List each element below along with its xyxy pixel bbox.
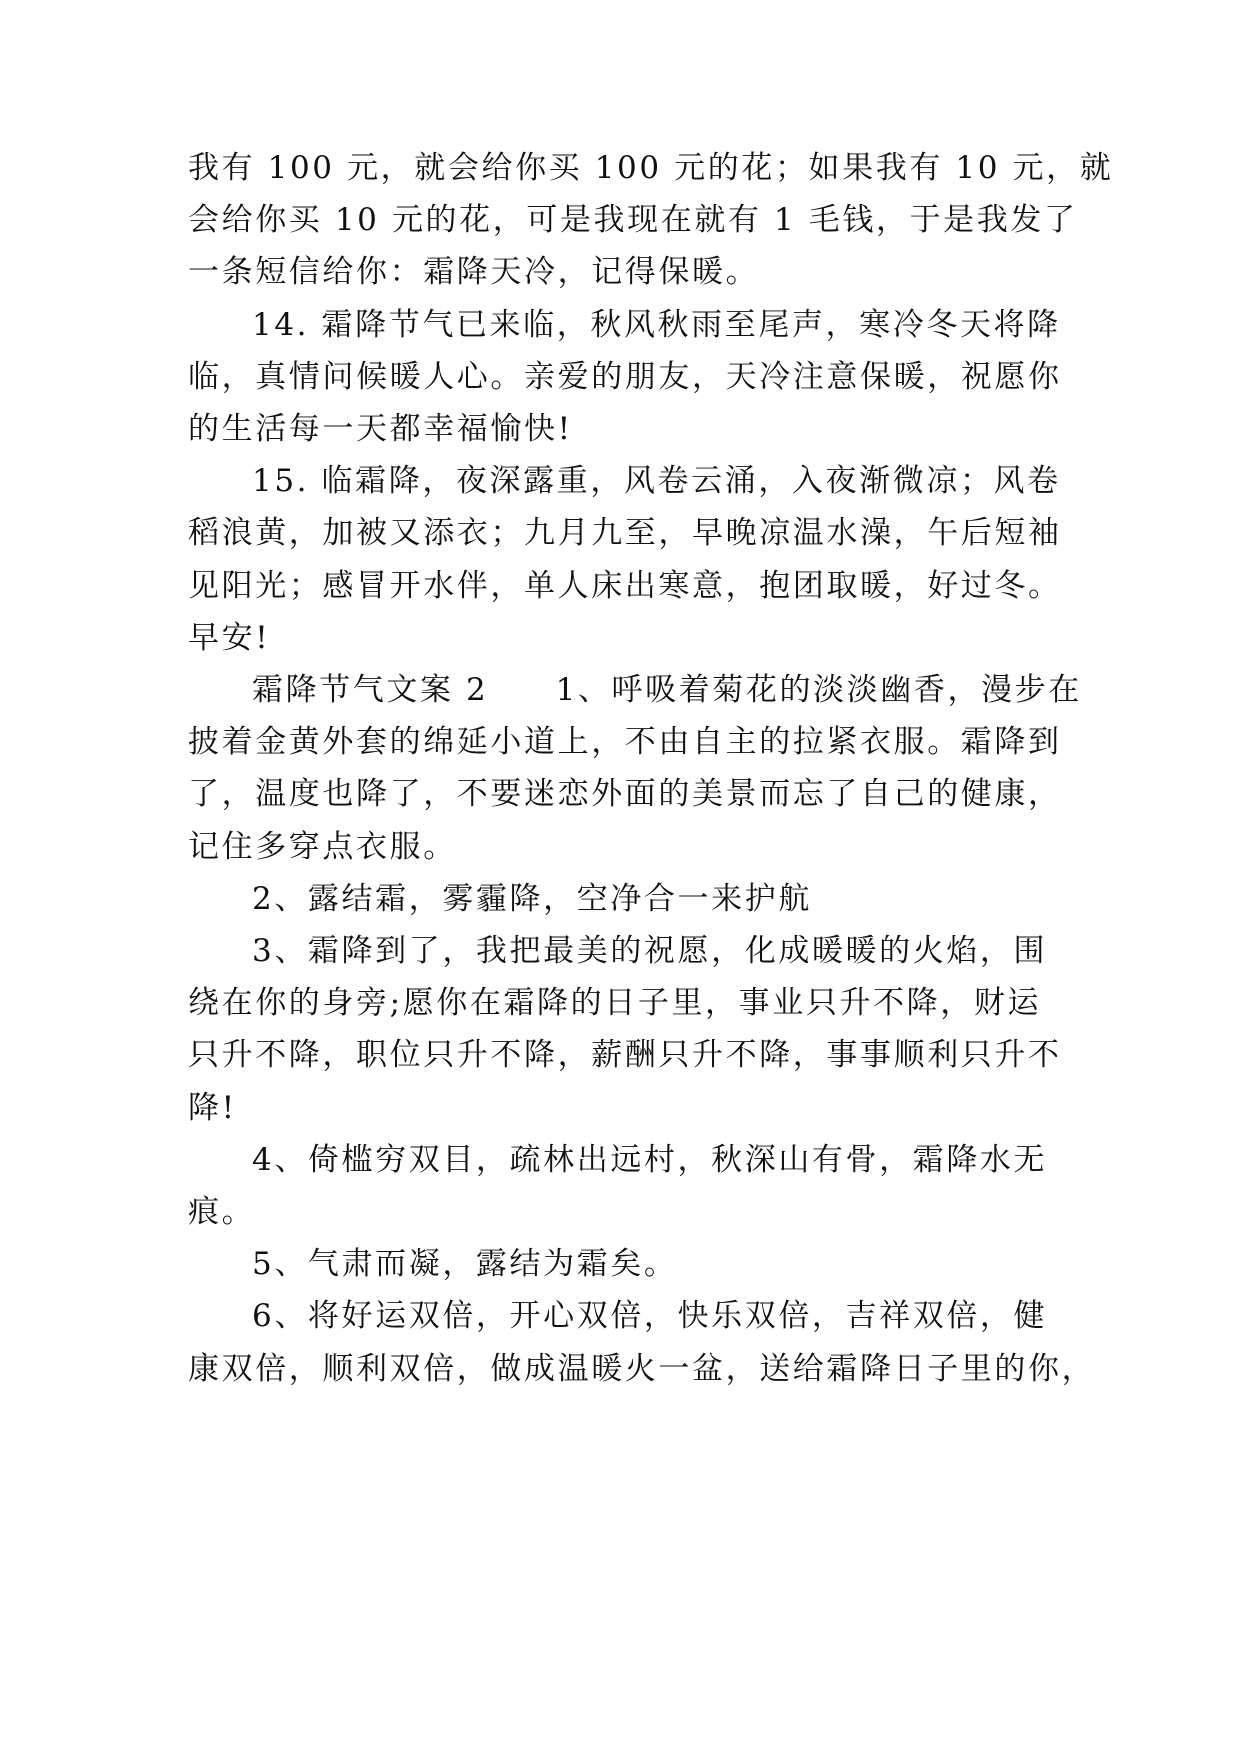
text-line: 我有 100 元，就会给你买 100 元的花；如果我有 10 元，就	[188, 150, 1114, 186]
text-line: 早安!	[188, 620, 271, 656]
text-line: 15. 临霜降，夜深露重，风卷云涌，入夜渐微凉；风卷	[252, 463, 1061, 499]
text-line: 2、露结霜，雾霾降，空净合一来护航	[252, 881, 812, 917]
text-line: 痕。	[188, 1194, 256, 1230]
text-line: 临，真情问候暖人心。亲爱的朋友，天冷注意保暖，祝愿你	[188, 359, 1062, 395]
text-line: 5、气肃而凝，露结为霜矣。	[252, 1246, 678, 1282]
text-line: 见阳光；感冒开水伴，单人床出寒意，抱团取暖，好过冬。	[188, 568, 1062, 604]
text-line: 康双倍，顺利双倍，做成温暖火一盆，送给霜降日子里的你，	[188, 1351, 1096, 1387]
text-line: 记住多穿点衣服。	[188, 829, 457, 865]
text-line: 了，温度也降了，不要迷恋外面的美景而忘了自己的健康，	[188, 776, 1062, 812]
text-line: 一条短信给你：霜降天冷，记得保暖。	[188, 254, 760, 290]
text-line: 4、倚槛穷双目，疏林出远村，秋深山有骨，霜降水无	[252, 1142, 1048, 1178]
text-line: 只升不降，职位只升不降，薪酬只升不降，事事顺利只升不	[188, 1037, 1062, 1073]
text-line: 14. 霜降节气已来临，秋风秋雨至尾声，寒冷冬天将降	[252, 307, 1061, 343]
text-line: 披着金黄外套的绵延小道上，不由自主的拉紧衣服。霜降到	[188, 724, 1062, 760]
text-line: 霜降节气文案 2 1、呼吸着菊花的淡淡幽香，漫步在	[252, 672, 1082, 708]
text-line: 3、霜降到了，我把最美的祝愿，化成暖暖的火焰，围	[252, 933, 1048, 969]
text-line: 的生活每一天都幸福愉快!	[188, 411, 573, 447]
text-line: 绕在你的身旁;愿你在霜降的日子里，事业只升不降，财运	[188, 985, 1042, 1021]
text-line: 6、将好运双倍，开心双倍，快乐双倍，吉祥双倍，健	[252, 1298, 1048, 1334]
text-line: 稻浪黄，加被又添衣；九月九至，早晚凉温水澡，午后短袖	[188, 515, 1062, 551]
text-line: 降!	[188, 1090, 237, 1126]
text-line: 会给你买 10 元的花，可是我现在就有 1 毛钱，于是我发了	[188, 202, 1078, 238]
